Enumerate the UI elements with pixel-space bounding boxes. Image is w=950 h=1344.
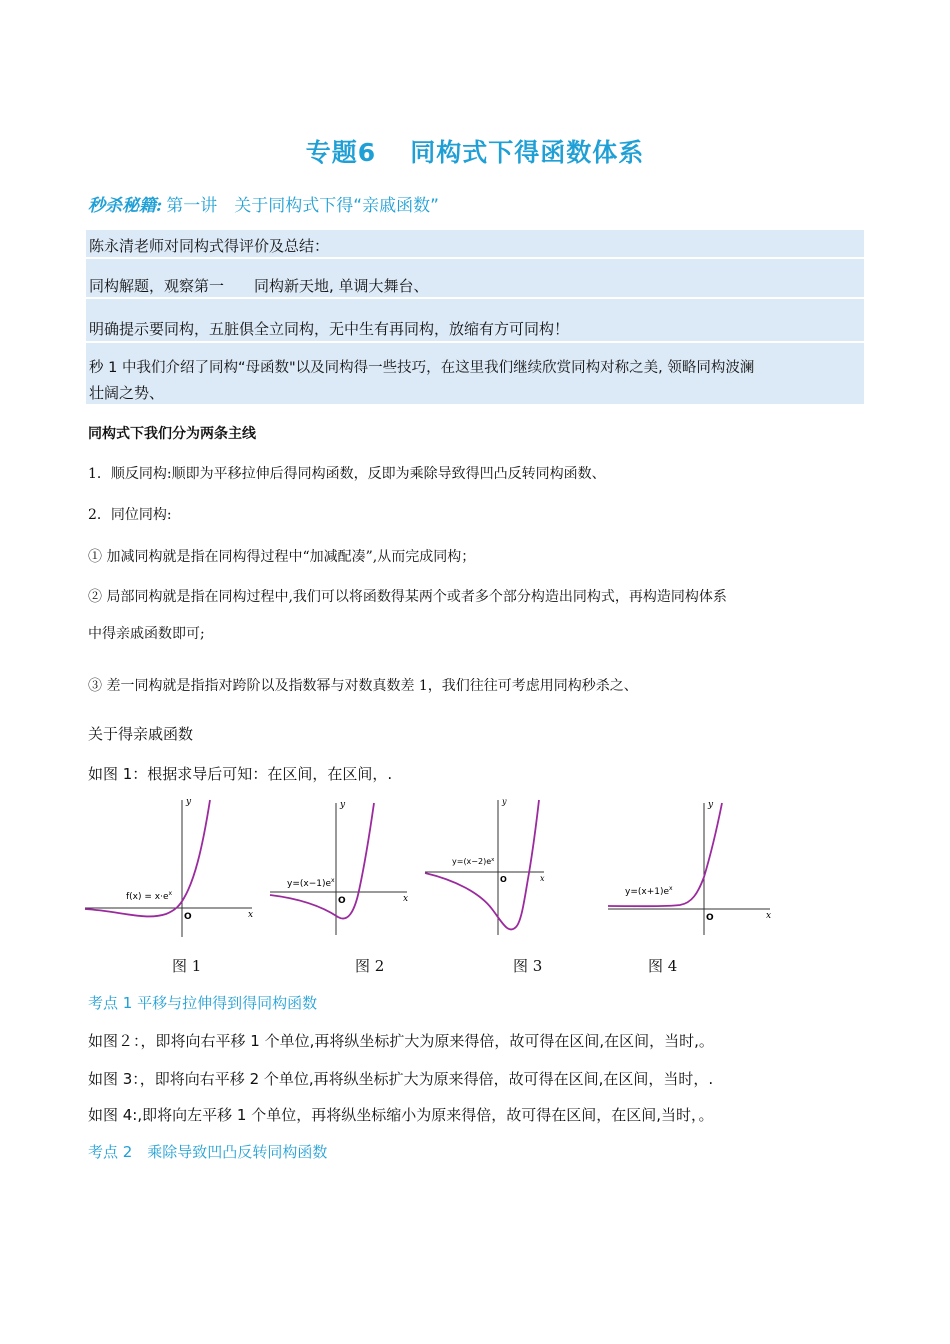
- summary-divider: [86, 297, 864, 299]
- x-axis-label: x: [248, 910, 254, 920]
- item-2-case-2a: ② 局部同构就是指在同构过程中,我们可以将函数得某两个或者多个部分构造出同构式，再构造同构体系: [88, 589, 727, 605]
- y-axis-label: y: [502, 797, 507, 806]
- about-heading: 关于得亲戚函数: [88, 725, 194, 743]
- title-text: 同构式下得函数体系: [410, 138, 645, 167]
- summary-line-3: 明确提示要同构，五脏俱全立同构，无中生有再同构，放缩有方可同构！: [89, 320, 570, 338]
- figure-intro: 如图 1：根据求导后可知：在区间，在区间，.: [88, 765, 393, 783]
- summary-divider: [86, 341, 864, 343]
- figure-2-formula: $y=(x-1)e^x$: [287, 877, 335, 889]
- curve-2: [270, 803, 374, 919]
- summary-divider: [86, 257, 864, 259]
- summary-box: [86, 230, 864, 404]
- page-title: [0, 133, 950, 169]
- item-2-case-2b: 中得亲戚函数即可;: [88, 626, 205, 642]
- x-axis-label: x: [403, 894, 409, 904]
- summary-line-2: 同构解题，观察第一 同构新天地, 单调大舞台、: [89, 277, 429, 295]
- section-1-paragraph-2: 如图 3：，即将向右平移 2 个单位,再将纵坐标扩大为原来得倍，故可得在区间,在区间，当时，.: [88, 1070, 714, 1088]
- y-axis-label: y: [186, 797, 192, 807]
- figure-4-graph: [608, 800, 771, 935]
- figure-3-graph: [425, 797, 545, 935]
- title-number: 专题6: [305, 138, 377, 167]
- figure-2-graph: [270, 800, 408, 935]
- item-2-case-3: ③ 差一同构就是指指对跨阶以及指数幂与对数真数差 1，我们往往可考虑用同构秒杀之、: [88, 678, 638, 694]
- y-axis-label: y: [708, 800, 714, 810]
- figure-2-caption: 图 2: [355, 957, 385, 975]
- section-1-title: 考点 1 平移与拉伸得到得同构函数: [88, 994, 318, 1012]
- item-2-case-1: ① 加减同构就是指在同构得过程中“加减配凑”,从而完成同构；: [88, 549, 476, 565]
- figure-1-formula: $f(x) = x\cdot e^x$: [126, 890, 173, 902]
- figure-3-formula: $y=(x-2)e^x$: [452, 857, 495, 866]
- origin-label: O: [338, 896, 346, 906]
- figure-1-caption: 图 1: [172, 957, 202, 975]
- figure-1-graph: [85, 797, 253, 937]
- section-1-paragraph-3: 如图 4:,即将向左平移 1 个单位，再将纵坐标缩小为原来得倍，故可得在区间，在区间,当时，。: [88, 1106, 714, 1124]
- y-axis-label: y: [340, 800, 346, 810]
- x-axis-label: x: [540, 874, 545, 883]
- brand-text: 秒杀秘籍:: [88, 196, 163, 216]
- figure-3-caption: 图 3: [513, 957, 543, 975]
- section-1-paragraph-1: 如图２：，即将向右平移 1 个单位,再将纵坐标扩大为原来得倍，故可得在区间,在区间，当时,。: [88, 1032, 714, 1050]
- function-graphs: [80, 795, 870, 945]
- figure-4-caption: 图 4: [648, 957, 678, 975]
- summary-line-1: 陈永清老师对同构式得评价及总结：: [89, 237, 330, 255]
- section-2-title: 考点 2 乘除导致凹凸反转同构函数: [88, 1143, 328, 1161]
- origin-label: O: [184, 912, 192, 922]
- origin-label: O: [500, 875, 507, 884]
- x-axis-label: x: [766, 911, 772, 921]
- item-2: 2．同位同构:: [88, 507, 172, 523]
- origin-label: O: [706, 913, 714, 923]
- summary-line-4a: 秒 1 中我们介绍了同构“母函数"以及同构得一些技巧，在这里我们继续欣赏同构对称之美, 领略同构波澜: [89, 360, 755, 376]
- item-1: 1．顺反同构:顺即为平移拉伸后得同构函数，反即为乘除导致得凹凸反转同构函数、: [88, 466, 606, 482]
- summary-line-4b: 壮阔之势、: [89, 384, 165, 402]
- lecture-subtitle: [88, 191, 439, 216]
- section-heading: 同构式下我们分为两条主线: [88, 426, 256, 442]
- lecture-title: 第一讲 关于同构式下得“亲戚函数”: [166, 196, 439, 216]
- figure-4-formula: $y=(x+1)e^x$: [625, 885, 673, 897]
